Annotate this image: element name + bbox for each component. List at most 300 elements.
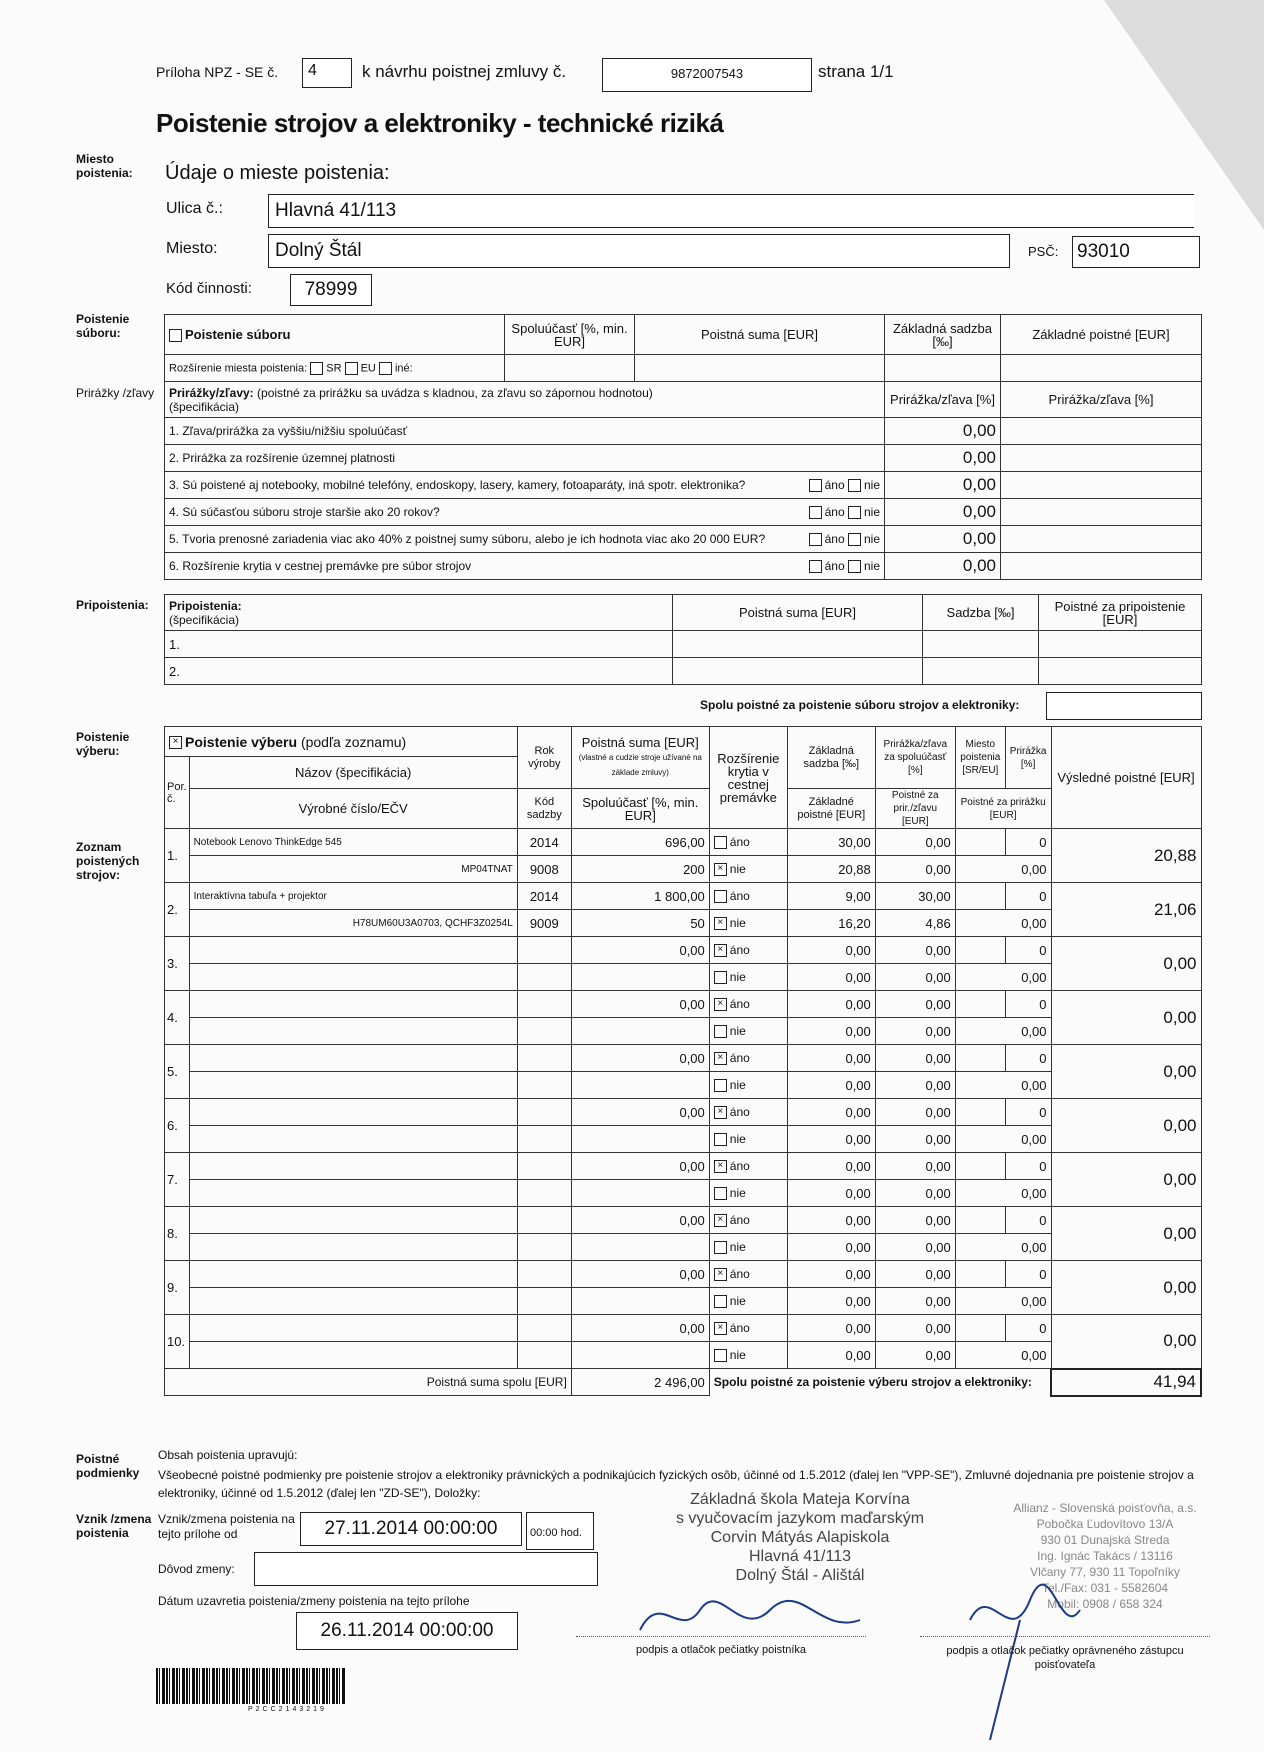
vyber-row — [165, 829, 1202, 856]
vyber-row-mp[interactable] — [955, 991, 1005, 1018]
prirazky-row-text-cell — [165, 526, 885, 553]
signature-left — [620, 1580, 880, 1650]
vyber-row-zs: 0,00 — [787, 937, 875, 964]
nie-checkbox[interactable] — [848, 479, 861, 492]
prirazky-row-text-cell — [165, 499, 885, 526]
pripoistenia-spolu-field[interactable] — [1046, 692, 1202, 720]
nie-label: nie — [729, 1023, 746, 1038]
vyber-row-no: 4. — [165, 991, 190, 1045]
ano-checkbox[interactable] — [809, 479, 822, 492]
prirazky-row-value2[interactable] — [1001, 499, 1202, 526]
vyber-title: Poistenie výberu — [185, 733, 298, 750]
ano-checkbox[interactable]: × — [714, 1052, 727, 1065]
ano-label: áno — [729, 1320, 750, 1335]
vyber-row-kod[interactable] — [517, 964, 571, 991]
vyber-row-vyrobne[interactable] — [189, 1342, 517, 1369]
vyber-row-rok[interactable] — [517, 1153, 571, 1180]
vyber-row-spol[interactable]: 200 — [571, 856, 709, 883]
strana-label: strana 1/1 — [818, 62, 894, 81]
nie-label: nie — [863, 504, 880, 519]
conditions-heading: Obsah poistenia upravujú: — [158, 1448, 298, 1462]
nie-checkbox[interactable] — [714, 1241, 727, 1254]
vyber-row-pzp: 4,86 — [875, 910, 955, 937]
nie-checkbox[interactable] — [714, 1133, 727, 1146]
vyber-checkbox[interactable]: × — [169, 736, 182, 749]
nie-checkbox[interactable] — [714, 1025, 727, 1038]
insurer-stamp-line: 930 01 Dunajská Streda — [1040, 1533, 1170, 1547]
ano-label: áno — [729, 1050, 750, 1065]
prirazky-rows — [165, 418, 1202, 580]
subor-poistne-value[interactable] — [1001, 355, 1202, 382]
prirazky-row-text-cell — [165, 445, 885, 472]
vyber-h-kod: Kód sadzby — [517, 789, 571, 829]
prirazky-row — [165, 499, 1202, 526]
zmluva-number-field[interactable]: 9872007543 — [602, 58, 812, 92]
vyber-row-vyrobne[interactable]: MP04TNAT — [189, 856, 517, 883]
nie-checkbox[interactable]: × — [714, 863, 727, 876]
vyber-row-vyrobne[interactable] — [189, 1072, 517, 1099]
vyber-row-mp[interactable] — [955, 1261, 1005, 1288]
vyber-row-kod[interactable] — [517, 1180, 571, 1207]
vyber-row-kod[interactable] — [517, 1342, 571, 1369]
vyber-row-zp: 20,88 — [787, 856, 875, 883]
vyber-row-nazov[interactable] — [189, 1315, 517, 1342]
nie-label: nie — [863, 531, 880, 546]
vyber-row-vyrobne[interactable] — [189, 964, 517, 991]
vyber-row-rok[interactable] — [517, 1045, 571, 1072]
datum-field[interactable]: 26.11.2014 00:00:00 — [296, 1612, 518, 1650]
pripoistenia-row-poistne[interactable] — [1039, 658, 1202, 685]
vyber-row-nazov[interactable]: Interaktívna tabuľa + projektor — [189, 883, 517, 910]
insurer-stamp-line: Mobil: 0908 / 658 324 — [1047, 1597, 1163, 1611]
prirazky-row — [165, 553, 1202, 580]
vyber-row-pr: 0 — [1005, 1045, 1051, 1072]
prirazky-row-text: 4. Sú súčasťou súboru stroje staršie ako 20 rokov? — [169, 504, 440, 519]
vyber-row-spol[interactable] — [571, 1126, 709, 1153]
vyber-row-rok[interactable] — [517, 937, 571, 964]
vyber-row-zp: 0,00 — [787, 1018, 875, 1045]
vyber-row-rok[interactable]: 2014 — [517, 829, 571, 856]
ano-label: áno — [729, 942, 750, 957]
vyber-h-zp: Základné poistné [EUR] — [787, 789, 875, 829]
vyber-spolu-value: 41,94 — [1051, 1369, 1201, 1396]
vyber-row — [165, 883, 1202, 910]
vyber-row-zp: 0,00 — [787, 1180, 875, 1207]
school-stamp-line: Dolný Štál - Alištál — [735, 1567, 865, 1584]
vyber-row — [165, 1099, 1202, 1126]
nie-checkbox[interactable] — [848, 506, 861, 519]
vyber-row-zs: 0,00 — [787, 991, 875, 1018]
vyber-row-kod[interactable]: 9008 — [517, 856, 571, 883]
ano-checkbox[interactable] — [809, 560, 822, 573]
ano-checkbox[interactable]: × — [714, 1106, 727, 1119]
vyber-row-kod[interactable] — [517, 1072, 571, 1099]
vyber-row-mp[interactable] — [955, 883, 1005, 910]
nie-checkbox[interactable] — [714, 1079, 727, 1092]
vyber-row-second — [165, 1018, 1202, 1045]
vyber-row-vyrobne[interactable]: H78UM60U3A0703, QCHF3Z0254L — [189, 910, 517, 937]
pripoistenia-row — [165, 631, 1202, 658]
vyber-row-pzp: 0,00 — [875, 856, 955, 883]
ano-label: áno — [824, 477, 845, 492]
vyber-row-vysl: 0,00 — [1051, 991, 1201, 1045]
nie-checkbox[interactable] — [714, 1349, 727, 1362]
vyber-row-kod[interactable]: 9009 — [517, 910, 571, 937]
vyber-h-pzp: Poistné za prir./zľavu [EUR] — [875, 789, 955, 829]
vyber-h-pz: Prirážka/zľava za spoluúčasť [%] — [875, 727, 955, 789]
vyber-row-pz: 0,00 — [875, 1045, 955, 1072]
subor-h-spoluucast: Spoluúčasť [%, min. EUR] — [505, 315, 635, 355]
conditions-text: Všeobecné poistné podmienky pre poistenie strojov a elektroniky právnických a podnikajúcich fyzických osôb, účinné od 1.5.2012 (ďalej len "VPP-SE"), Zmluvné dojednania pre poistenie strojov a elektroniky, účinné od 1.5.2012 (ďalej len "ZD-SE"), Doložky: — [158, 1468, 1194, 1500]
nie-checkbox[interactable] — [848, 533, 861, 546]
vyber-row-second — [165, 964, 1202, 991]
vyber-row-vyrobne[interactable] — [189, 1180, 517, 1207]
side-pripoistenia: Pripoistenia: — [76, 598, 149, 612]
sig-line-right — [920, 1636, 1210, 1637]
barcode — [156, 1668, 346, 1704]
vyber-row-mp[interactable] — [955, 829, 1005, 856]
prirazky-row-value[interactable]: 0,00 — [885, 445, 1001, 472]
vyber-row-rok[interactable] — [517, 1099, 571, 1126]
sig-right-label: podpis a otlačok pečiatky oprávneného zástupcu poisťovateľa — [946, 1645, 1184, 1671]
nie-label: nie — [729, 969, 746, 984]
vyber-row-nazov[interactable]: Notebook Lenovo ThinkEdge 545 — [189, 829, 517, 856]
vyber-row-mp[interactable] — [955, 1315, 1005, 1342]
rozsirenie-label: Rozšírenie miesta poistenia: — [169, 361, 308, 374]
vyber-h-spol: Spoluúčasť [%, min. EUR] — [571, 789, 709, 829]
ano-label: áno — [824, 531, 845, 546]
prirazky-row-value[interactable]: 0,00 — [885, 553, 1001, 580]
side-podmienky: Poistné podmienky — [76, 1452, 140, 1480]
nie-label: nie — [863, 477, 880, 492]
side-miesto: Miesto poistenia: — [76, 152, 133, 180]
prirazky-row — [165, 445, 1202, 472]
vyber-row-pzpr: 0,00 — [955, 1234, 1051, 1261]
vyber-h-suma: Poistná suma [EUR] — [581, 735, 699, 750]
vyber-row-ano-cell — [709, 1315, 787, 1342]
ulica-field[interactable]: Hlavná 41/113 — [268, 194, 1194, 228]
vyber-h-por: Por. č. — [165, 757, 190, 829]
priloha-label: Príloha NPZ - SE č. — [156, 64, 279, 80]
vyber-h-nazov: Názov (špecifikácia) — [189, 757, 517, 789]
sr-checkbox[interactable] — [310, 362, 323, 375]
nie-checkbox[interactable] — [714, 1295, 727, 1308]
vyber-row-mp[interactable] — [955, 1153, 1005, 1180]
prirazky-row-text: 5. Tvoria prenosné zariadenia viac ako 40% z poistnej sumy súboru, alebo je ich hodnota viac ako 20 000 EUR? — [169, 531, 766, 546]
subor-h-sadzba: Základná sadzba [‰] — [885, 315, 1001, 355]
vyber-row-vysl: 0,00 — [1051, 937, 1201, 991]
ano-checkbox[interactable] — [809, 506, 822, 519]
pripoistenia-table — [164, 594, 1202, 685]
nie-label: nie — [729, 1239, 746, 1254]
vyber-row-ano-cell — [709, 937, 787, 964]
vyber-row-spol[interactable]: 50 — [571, 910, 709, 937]
vyber-row-kod[interactable] — [517, 1234, 571, 1261]
vyber-row-pzpr: 0,00 — [955, 1180, 1051, 1207]
nie-checkbox[interactable]: × — [714, 917, 727, 930]
psc-field[interactable]: 93010 — [1072, 236, 1200, 268]
vyber-h-pr: Prirážka [%] — [1005, 727, 1051, 789]
prirazky-row-value2[interactable] — [1001, 445, 1202, 472]
vyber-row-nazov[interactable] — [189, 1153, 517, 1180]
ano-checkbox[interactable]: × — [714, 998, 727, 1011]
prirazky-row-value[interactable]: 0,00 — [885, 472, 1001, 499]
pripoistenia-row-poistne[interactable] — [1039, 631, 1202, 658]
vyber-row-pr: 0 — [1005, 883, 1051, 910]
sig-line-left — [576, 1636, 866, 1637]
vyber-row-kod[interactable] — [517, 1288, 571, 1315]
vyber-row-rok[interactable] — [517, 1207, 571, 1234]
vyber-row-suma[interactable]: 0,00 — [571, 991, 709, 1018]
vyber-row-spol[interactable] — [571, 1018, 709, 1045]
vyber-row-pzp: 0,00 — [875, 1072, 955, 1099]
vyber-row-spol[interactable] — [571, 1288, 709, 1315]
side-vyber: Poistenie výberu: — [76, 730, 130, 758]
side-zoznam: Zoznam poistených strojov: — [76, 840, 140, 882]
vyber-h-rozs: Rozšírenie krytia v cestnej premávke — [709, 727, 787, 829]
vyber-row-suma[interactable]: 0,00 — [571, 937, 709, 964]
vyber-row-no: 3. — [165, 937, 190, 991]
vyber-row-spol[interactable] — [571, 1342, 709, 1369]
pripoistenia-title: Pripoistenia: — [169, 598, 242, 613]
vyber-row-vysl: 0,00 — [1051, 1261, 1201, 1315]
miesto-field[interactable]: Dolný Štál — [268, 234, 1010, 268]
sr-label: SR — [326, 361, 342, 374]
side-prirazky: Prirážky /zľavy — [76, 386, 155, 400]
vyber-row-pr: 0 — [1005, 1153, 1051, 1180]
vyber-row-suma[interactable]: 0,00 — [571, 1153, 709, 1180]
ano-label: áno — [729, 1158, 750, 1173]
nie-checkbox[interactable] — [714, 1187, 727, 1200]
vyber-row-nie-cell — [709, 1234, 787, 1261]
vyber-row-zs: 0,00 — [787, 1045, 875, 1072]
ano-checkbox[interactable]: × — [714, 1268, 727, 1281]
prirazky-row-text: 2. Prirážka za rozšírenie územnej platnosti — [169, 451, 396, 465]
vyber-row-pzpr: 0,00 — [955, 856, 1051, 883]
subor-suma-value[interactable] — [635, 355, 885, 382]
ano-checkbox[interactable]: × — [714, 944, 727, 957]
ine-label: iné: — [394, 361, 413, 374]
ano-checkbox[interactable]: × — [714, 1160, 727, 1173]
vyber-row-rok[interactable]: 2014 — [517, 883, 571, 910]
vyber-row-pzp: 0,00 — [875, 1180, 955, 1207]
vyber-h-mp: Miesto poistenia [SR/EU] — [955, 727, 1005, 789]
vyber-row-vysl: 21,06 — [1051, 883, 1201, 937]
vyber-row-nazov[interactable] — [189, 1045, 517, 1072]
vyber-row-zp: 16,20 — [787, 910, 875, 937]
nie-checkbox[interactable] — [714, 971, 727, 984]
vyber-row-rok[interactable] — [517, 991, 571, 1018]
subor-table — [164, 314, 1202, 580]
nie-label: nie — [729, 915, 746, 930]
vyber-title-cell — [165, 727, 518, 757]
vyber-row-zp: 0,00 — [787, 1072, 875, 1099]
vyber-row-nazov[interactable] — [189, 1261, 517, 1288]
kod-field[interactable]: 78999 — [290, 274, 372, 306]
vyber-row-second — [165, 910, 1202, 937]
prirazky-row — [165, 526, 1202, 553]
vyber-row-pr: 0 — [1005, 1261, 1051, 1288]
navrh-label: k návrhu poistnej zmluvy č. — [362, 62, 567, 81]
vyber-h-vysl: Výsledné poistné [EUR] — [1051, 727, 1201, 829]
ano-checkbox[interactable] — [714, 890, 727, 903]
vyber-row-pzp: 0,00 — [875, 1234, 955, 1261]
subor-spol-value[interactable] — [505, 355, 635, 382]
vyber-row-spol[interactable] — [571, 1072, 709, 1099]
vyber-row — [165, 937, 1202, 964]
vyber-row-rok[interactable] — [517, 1261, 571, 1288]
vyber-row-vyrobne[interactable] — [189, 1234, 517, 1261]
vyber-row-spol[interactable] — [571, 964, 709, 991]
side-subor: Poistenie súboru: — [76, 312, 130, 340]
vyber-row-vyrobne[interactable] — [189, 1126, 517, 1153]
vyber-row-no: 8. — [165, 1207, 190, 1261]
ano-checkbox[interactable] — [714, 836, 727, 849]
nie-label: nie — [729, 1131, 746, 1146]
vyber-h-zs: Základná sadzba [‰] — [787, 727, 875, 789]
ano-label: áno — [729, 834, 750, 849]
vyber-row-spol[interactable] — [571, 1180, 709, 1207]
nie-checkbox[interactable] — [848, 560, 861, 573]
prirazky-row-value[interactable]: 0,00 — [885, 499, 1001, 526]
subor-h-suma: Poistná suma [EUR] — [635, 315, 885, 355]
vyber-row-pzpr: 0,00 — [955, 1342, 1051, 1369]
subor-checkbox[interactable] — [169, 329, 182, 342]
pripoistenia-row-suma[interactable] — [673, 658, 923, 685]
nie-label: nie — [729, 1185, 746, 1200]
school-stamp-line: Corvin Mátyás Alapiskola — [710, 1529, 890, 1546]
vyber-row-vysl: 20,88 — [1051, 829, 1201, 883]
school-stamp-line: s vyučovacím jazykom maďarským — [675, 1510, 925, 1527]
vyber-row-suma[interactable]: 0,00 — [571, 1261, 709, 1288]
vyber-row-suma[interactable]: 0,00 — [571, 1207, 709, 1234]
vyber-row-pzpr: 0,00 — [955, 1126, 1051, 1153]
vyber-row-mp[interactable] — [955, 1207, 1005, 1234]
vyber-row-pz: 0,00 — [875, 1153, 955, 1180]
vyber-row-vysl: 0,00 — [1051, 1315, 1201, 1369]
vyber-row-pr: 0 — [1005, 829, 1051, 856]
page-title: Poistenie strojov a elektroniky - technické riziká — [156, 108, 724, 138]
vyber-row-spol[interactable] — [571, 1234, 709, 1261]
vyber-row-pr: 0 — [1005, 1207, 1051, 1234]
vyber-h-pzpr: Poistné za prirážku [EUR] — [955, 789, 1051, 829]
ano-checkbox[interactable]: × — [714, 1322, 727, 1335]
vyber-row-nazov[interactable] — [189, 1099, 517, 1126]
vyber-row-pzpr: 0,00 — [955, 1072, 1051, 1099]
ano-label: áno — [729, 888, 750, 903]
vyber-row-nie-cell — [709, 1072, 787, 1099]
priloha-number-field[interactable]: 4 — [302, 58, 352, 88]
nie-label: nie — [729, 1293, 746, 1308]
vyber-row — [165, 991, 1202, 1018]
pripoistenia-row-sadzba[interactable] — [923, 631, 1039, 658]
eu-label: EU — [360, 361, 376, 374]
pripoistenia-row-no: 1. — [165, 631, 673, 658]
vyber-row-ano-cell — [709, 1207, 787, 1234]
prirazky-row-value[interactable]: 0,00 — [885, 526, 1001, 553]
vyber-row-vysl: 0,00 — [1051, 1207, 1201, 1261]
vyber-row-second — [165, 1342, 1202, 1369]
prirazky-row-value2[interactable] — [1001, 472, 1202, 499]
side-vznik: Vznik /zmena poistenia — [76, 1512, 152, 1540]
vyber-row-no: 5. — [165, 1045, 190, 1099]
prirazky-row-text: 1. Zľava/prirážka za vyššiu/nižšiu spoluúčasť — [169, 424, 408, 438]
vyber-row-pr: 0 — [1005, 1099, 1051, 1126]
vyber-row-no: 6. — [165, 1099, 190, 1153]
vyber-row-pr: 0 — [1005, 1315, 1051, 1342]
school-stamp-line: Základná škola Mateja Korvína — [690, 1491, 910, 1508]
vyber-row-zs: 0,00 — [787, 1099, 875, 1126]
ano-checkbox[interactable] — [809, 533, 822, 546]
vznik-date-field[interactable]: 27.11.2014 00:00:00 — [300, 1512, 522, 1546]
vyber-row-nazov[interactable] — [189, 991, 517, 1018]
vyber-row-nazov[interactable] — [189, 937, 517, 964]
pripoistenia-h-sadzba: Sadzba [‰] — [923, 595, 1039, 631]
pripoistenia-row-sadzba[interactable] — [923, 658, 1039, 685]
vyber-row-suma[interactable]: 1 800,00 — [571, 883, 709, 910]
prirazky-row — [165, 418, 1202, 445]
nie-label: nie — [729, 1347, 746, 1362]
ano-checkbox[interactable]: × — [714, 1214, 727, 1227]
vyber-row-vyrobne[interactable] — [189, 1018, 517, 1045]
pripoistenia-row-suma[interactable] — [673, 631, 923, 658]
vyber-row-pzpr: 0,00 — [955, 1288, 1051, 1315]
nie-label: nie — [863, 558, 880, 573]
vyber-row-vysl: 0,00 — [1051, 1153, 1201, 1207]
vyber-row-ano-cell — [709, 1099, 787, 1126]
prirazky-row-text-cell — [165, 418, 885, 445]
prirazky-row-value[interactable]: 0,00 — [885, 418, 1001, 445]
ine-checkbox[interactable] — [379, 362, 392, 375]
place-heading: Údaje o mieste poistenia: — [165, 162, 390, 184]
prirazky-row-value2[interactable] — [1001, 418, 1202, 445]
dovod-field[interactable] — [254, 1552, 598, 1586]
vyber-row-suma[interactable]: 0,00 — [571, 1099, 709, 1126]
vyber-row-pzp: 0,00 — [875, 1126, 955, 1153]
vyber-row-mp[interactable] — [955, 1099, 1005, 1126]
vyber-row-second — [165, 1288, 1202, 1315]
vyber-row-kod[interactable] — [517, 1018, 571, 1045]
eu-checkbox[interactable] — [345, 362, 358, 375]
subor-h-poistne: Základné poistné [EUR] — [1001, 315, 1202, 355]
vyber-row-ano-cell — [709, 1153, 787, 1180]
vyber-row-mp[interactable] — [955, 1045, 1005, 1072]
vyber-row-ano-cell — [709, 1045, 787, 1072]
subor-sadzba-value[interactable] — [885, 355, 1001, 382]
vyber-row — [165, 1261, 1202, 1288]
prirazky-row-value2[interactable] — [1001, 553, 1202, 580]
vyber-row-second — [165, 1180, 1202, 1207]
ano-label: áno — [729, 1212, 750, 1227]
vyber-row-rok[interactable] — [517, 1315, 571, 1342]
vyber-rows — [165, 829, 1202, 1369]
miesto-label: Miesto: — [166, 240, 218, 257]
ulica-label: Ulica č.: — [166, 200, 223, 217]
vyber-row-suma[interactable]: 0,00 — [571, 1315, 709, 1342]
prirazky-row-value2[interactable] — [1001, 526, 1202, 553]
vyber-row-pzp: 0,00 — [875, 1018, 955, 1045]
vznik-hod: 00:00 hod. — [526, 1512, 594, 1550]
vyber-row-kod[interactable] — [517, 1126, 571, 1153]
vyber-row-suma[interactable]: 0,00 — [571, 1045, 709, 1072]
vyber-h-suma-cell — [571, 727, 709, 789]
vyber-row-mp[interactable] — [955, 937, 1005, 964]
vyber-row-nazov[interactable] — [189, 1207, 517, 1234]
prirazky-title-cell — [165, 382, 885, 418]
vyber-row-vyrobne[interactable] — [189, 1288, 517, 1315]
prirazky-note: (poistné za prirážku sa uvádza s kladnou, za zľavu so zápornou hodnotou) — [257, 385, 653, 400]
vyber-row-suma[interactable]: 696,00 — [571, 829, 709, 856]
